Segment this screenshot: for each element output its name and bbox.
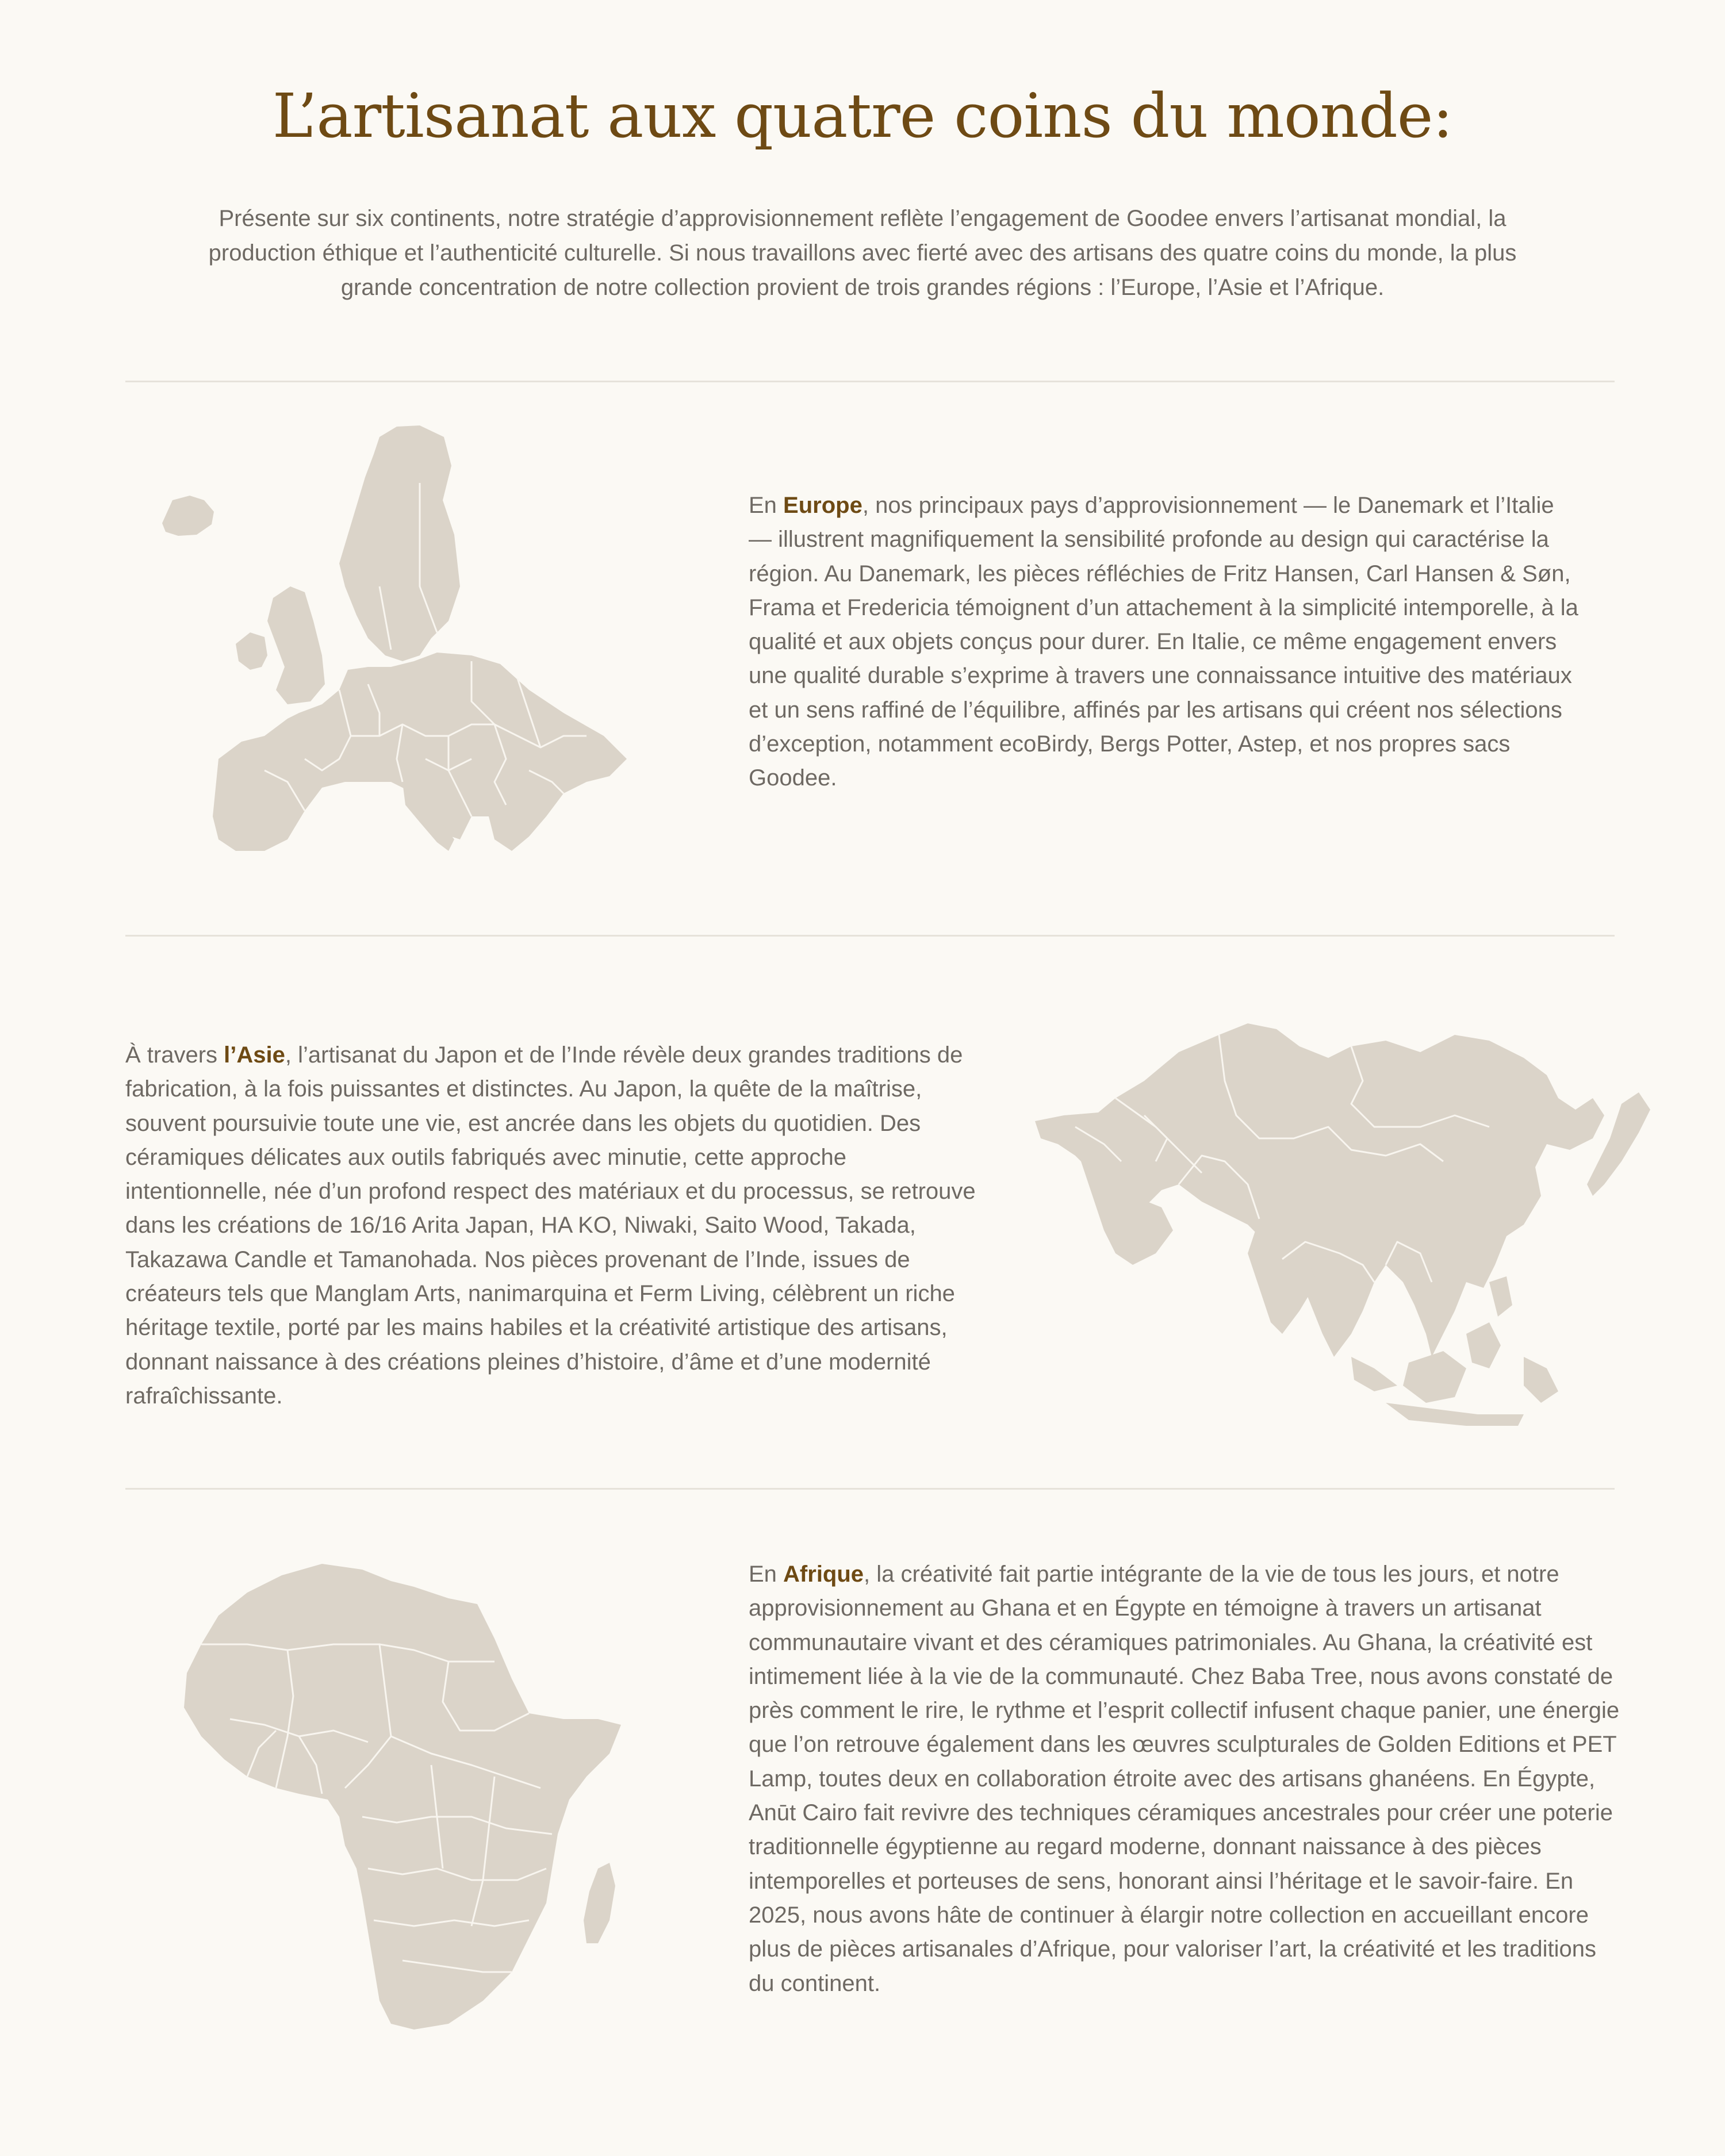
section-divider bbox=[125, 935, 1615, 937]
africa-highlight: Afrique bbox=[783, 1562, 864, 1587]
asia-map bbox=[1029, 1012, 1662, 1449]
europe-prefix: En bbox=[749, 493, 784, 518]
intro-paragraph: Présente sur six continents, notre stratégie d’approvisionnement reflète l’engagement de Goodee envers l’artisanat mondial, la production éthique et l’authenticité culturelle. Si nous travaillons avec fierté avec des artisans des quatre coins du monde, la plus grande concentration de notre collection provient de trois grandes régions : l’Europe, l’Asie et l’Afrique. bbox=[208, 206, 1517, 300]
africa-map bbox=[172, 1547, 650, 2030]
asia-prefix: À travers bbox=[125, 1042, 224, 1068]
asia-paragraph bbox=[125, 1038, 994, 1413]
europe-text: , nos principaux pays d’approvisionnement — le Danemark et l’Italie — illustrent magnifiquement la sensibilité profonde au design qui caractérise la région. Au Danemark, les pièces réfléchies de Fritz Hansen, Carl Hansen & Søn, Frama et Fredericia témoignent d’un attachement à la simplicité intemporelle, à la qualité et aux objets conçus pour durer. En Italie, ce même engagement envers une qualité durable s’exprime à travers une connaissance intuitive des matériaux et un sens raffiné de l’équilibre, affinés par les artisans qui créent nos sélections d’exception, notamment ecoBirdy, Bergs Potter, Astep, et nos propres sacs Goodee. bbox=[749, 493, 1578, 791]
africa-text: , la créativité fait partie intégrante de la vie de tous les jours, et notre approvisionnement au Ghana et en Égypte en témoigne à travers un artisanat communautaire vivant et des céramiques patrimoniales. Au Ghana, la créativité est intimement liée à la vie de la communauté. Chez Baba Tree, nous avons constaté de près comment le rire, le rythme et l’esprit collectif infusent chaque panier, une énergie que l’on retrouve également dans les œuvres sculpturales de Golden Editions et PET Lamp, toutes deux en collaboration étroite avec des artisans ghanéens. En Égypte, Anūt Cairo fait revivre des techniques céramiques ancestrales pour créer une poterie traditionnelle égyptienne au regard moderne, donnant naissance à des pièces intemporelles et porteuses de sens, honorant ainsi l’héritage et le savoir-faire. En 2025, nous avons hâte de continuer à élargir notre collection en accueillant encore plus de pièces artisanales d’Afrique, pour valoriser l’art, la créativité et les traditions du continent. bbox=[749, 1562, 1620, 1996]
europe-paragraph bbox=[749, 489, 1582, 796]
africa-paragraph bbox=[749, 1557, 1623, 2001]
europe-map bbox=[150, 414, 632, 857]
europe-highlight: Europe bbox=[783, 493, 862, 518]
section-divider bbox=[125, 381, 1615, 382]
asia-highlight: l’Asie bbox=[224, 1042, 285, 1068]
africa-prefix: En bbox=[749, 1562, 784, 1587]
section-divider bbox=[125, 1488, 1615, 1490]
page-title: L’artisanat aux quatre coins du monde: bbox=[272, 80, 1453, 151]
asia-text: , l’artisanat du Japon et de l’Inde révèle deux grandes traditions de fabrication, à la fois puissantes et distinctes. Au Japon, la quête de la maîtrise, souvent poursuivie toute une vie, est ancrée dans les objets du quotidien. Des céramiques délicates aux outils fabriqués avec minutie, cette approche intentionnelle, née d’un profond respect des matériaux et du processus, se retrouve dans les créations de 16/16 Arita Japan, HA KO, Niwaki, Saito Wood, Takada, Takazawa Candle et Tamanohada. Nos pièces provenant de l’Inde, issues de créateurs tels que Manglam Arts, nanimarquina et Ferm Living, célèbrent un riche héritage textile, porté par les mains habiles et la créativité artistique des artisans, donnant naissance à des créations pleines d’histoire, d’âme et d’une modernité rafraîchissante. bbox=[125, 1042, 976, 1409]
